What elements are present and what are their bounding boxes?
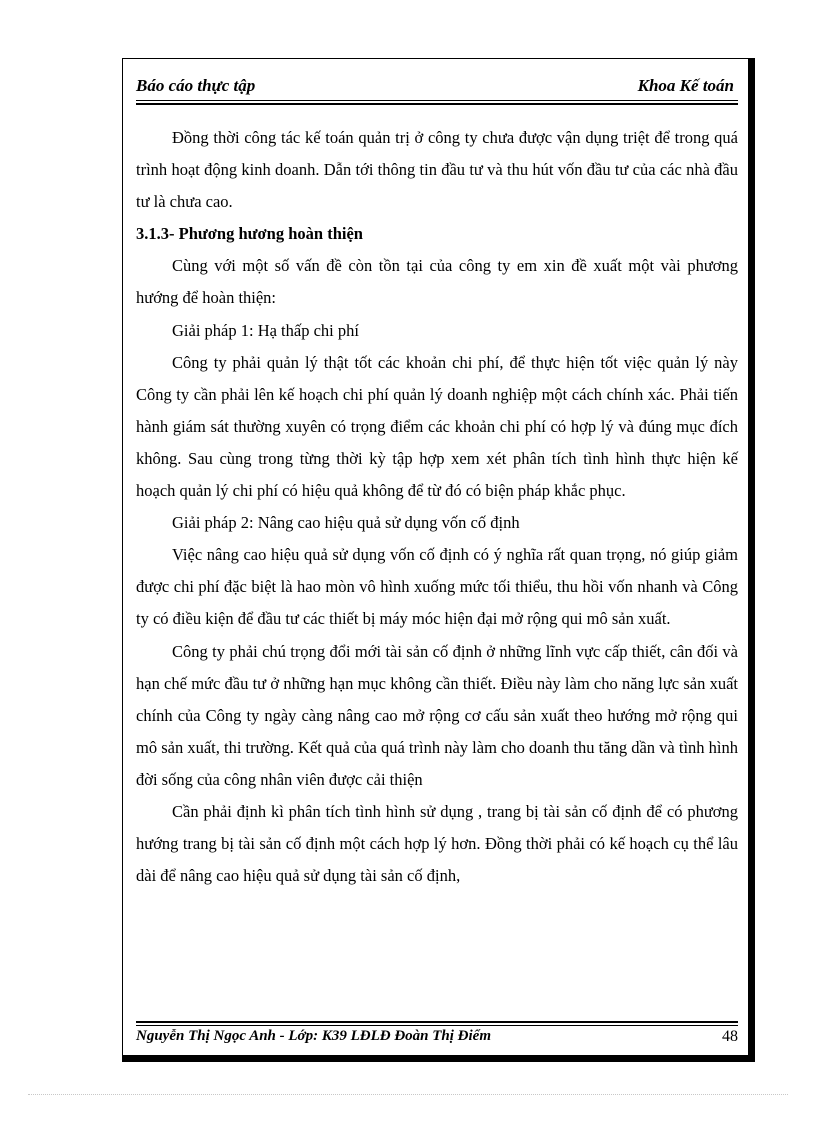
footer-rule-thick	[136, 1021, 738, 1023]
header-rule-thick	[136, 103, 738, 105]
page-footer	[136, 1028, 738, 1050]
footer-rule	[136, 1025, 738, 1026]
page-number: 48	[722, 1028, 738, 1045]
header-faculty: Khoa Kế toán	[637, 76, 734, 95]
paragraph-4: Công ty phải quản lý thật tốt các khoản chi phí, để thực hiện tốt việc quản lý này Công ty cần phải lên kế hoạch chi phí quản lý doanh nghiệp một cách chính xác. Phải tiến hành giám sát thường xuyên có trọng điểm các khoản chi phí có hợp lý và đúng mục đích không. Sau cùng trong từng thời kỳ tập hợp xem xét phân tích tình hình thực hiện kế hoạch quản lý chi phí có hiệu quả không để từ đó có biện pháp khắc phục.	[136, 352, 738, 501]
page-header	[136, 76, 734, 100]
paragraph-6: Việc nâng cao hiệu quả sử dụng vốn cố định có ý nghĩa rất quan trọng, nó giúp giảm được chi phí đặc biệt là hao mòn vô hình xuống mức tối thiểu, thu hồi vốn nhanh và Công ty có điều kiện để đầu tư các thiết bị máy móc hiện đại mở rộng qui mô sản xuất.	[136, 545, 738, 629]
page-body	[136, 122, 738, 892]
page-separator	[28, 1094, 788, 1095]
paragraph-7: Công ty phải chú trọng đổi mới tài sản cố định ở những lĩnh vực cấp thiết, cân đối và hạn chế mức đầu tư ở những hạn mục không cần thiết. Điều này làm cho năng lực sản xuất chính của Công ty ngày càng nâng cao mở rộng cơ cấu sản xuất theo hướng mở rộng qui mô sản xuất, thi trường. Kết quả của quá trình này làm cho doanh thu tăng dần và tình hình đời sống của công nhân viên được cải thiện	[136, 641, 738, 789]
header-report-title: Báo cáo thực tập	[136, 76, 256, 95]
footer-author: Nguyễn Thị Ngọc Anh - Lớp: K39 LĐLĐ Đoàn Thị Điểm	[136, 1028, 491, 1044]
header-rule	[136, 100, 738, 101]
solution-2-title: Giải pháp 2: Nâng cao hiệu quả sử dụng vốn cố định	[172, 513, 520, 533]
paragraph-8: Cần phải định kì phân tích tình hình sử dụng , trang bị tài sản cố định để có phương hướng trang bị tài sản cố định một cách hợp lý hơn. Đồng thời phải có kế hoạch cụ thể lâu dài để nâng cao hiệu quả sử dụng tài sản cố định,	[136, 801, 738, 886]
paragraph-1: Đồng thời công tác kế toán quản trị ở công ty chưa được vận dụng triệt để trong quá trình hoạt động kinh doanh. Dẫn tới thông tin đầu tư và thu hút vốn đầu tư của các nhà đầu tư là chưa cao.	[136, 128, 738, 212]
section-heading: 3.1.3- Phương hương hoàn thiện	[136, 224, 363, 244]
page-border-left	[122, 58, 123, 1055]
paragraph-2: Cùng với một số vấn đề còn tồn tại của công ty em xin đề xuất một vài phương hướng để hoàn thiện:	[136, 256, 738, 308]
solution-1-title: Giải pháp 1: Hạ thấp chi phí	[172, 320, 359, 340]
page-border-top	[122, 58, 748, 59]
